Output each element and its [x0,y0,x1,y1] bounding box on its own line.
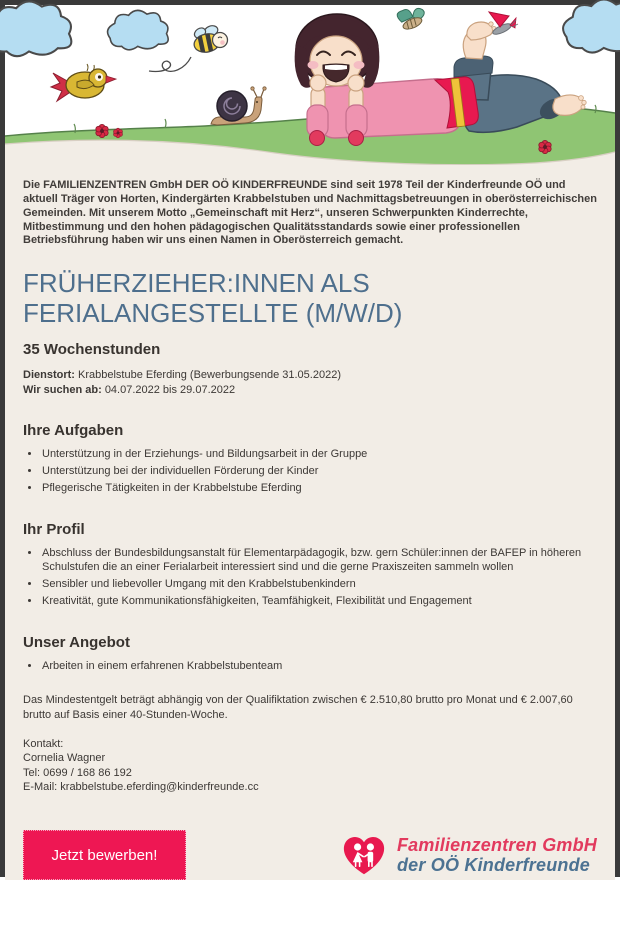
logo-text [397,835,597,875]
company-intro: Die FAMILIENZENTREN GmbH DER OÖ KINDERFREUNDE sind seit 1978 Teil der Kinderfreunde OÖ und aktuell Träger von Horten, Kindergärten Krabbelstuben und Nachmittagsbetreuungen in oberösterreichischen Gemeinden. Mit unserem Motto „Gemeinschaft mit Herz“, unseren Schwerpunkten Kinderrechte, Mitbestimmung und den hohen pädagogischen Qualitätsstandards sowie einer professionellen Betriebsführung haben wir uns einen Namen in Oberösterreich gemacht. [23,179,597,247]
list-item: • Pflegerische Tätigkeiten in der Krabbelstube Eferding [41,481,597,496]
section-title-profil: Ihr Profil [23,520,85,538]
list-item: • Kreativität, gute Kommunikationsfähigkeiten, Teamfähigkeit, Flexibilität und Engagement [41,594,597,609]
contact-phone: Tel: 0699 / 168 86 192 [23,766,132,779]
contact-name: Cornelia Wagner [23,752,106,765]
logo-line2: der OÖ Kinderfreunde [396,855,590,876]
heart-kids-icon [340,832,388,878]
job-title: FRÜHERZIEHER:INNEN ALS FERIALANGESTELLTE (M/W/D) [23,268,403,328]
content-card [5,165,615,880]
job-location-value: Krabbelstube Eferding (Bewerbungsende 31.05.2022) [78,369,341,382]
job-start-label: Wir suchen ab: [23,383,102,396]
job-meta [23,368,597,397]
profil-list [23,546,597,609]
list-item: • Sensibler und liebevoller Umgang mit den Krabbelstubenkindern [41,577,597,592]
contact-email: E-Mail: krabbelstube.eferding@kinderfreunde.cc [23,781,259,794]
section-title-aufgaben: Ihre Aufgaben [23,422,124,440]
list-item: • Unterstützung bei der individuellen Förderung der Kinder [41,464,597,479]
section-title-angebot: Unser Angebot [23,633,130,651]
contact-label: Kontakt: [23,737,64,750]
cta-row [23,830,597,880]
company-logo [340,832,597,878]
header-illustration [5,5,615,165]
footer-spacer [5,880,615,950]
salary-note: Das Mindestentgelt beträgt abhängig von der Qualifiktation zwischen € 2.510,80 brutto pro Monat und € 2.007,60 brutto auf Basis einer 40-Stunden-Woche. [23,693,573,721]
weekly-hours: 35 Wochenstunden [23,341,161,359]
job-start-value: 04.07.2022 bis 29.07.2022 [104,383,236,396]
angebot-list [23,659,597,674]
aufgaben-list [23,447,597,496]
logo-line1: Familienzentren GmbH [396,834,597,855]
list-item: • Arbeiten in einem erfahrenen Krabbelstubenteam [41,659,597,674]
job-location [23,368,597,383]
contact-block [23,737,597,796]
list-item: • Unterstützung in der Erziehungs- und Bildungsarbeit in der Gruppe [41,447,597,462]
job-start [23,383,597,398]
job-location-label: Dienstort: [23,369,75,382]
apply-now-button[interactable]: Jetzt bewerben! [23,830,186,880]
list-item: • Abschluss der Bundesbildungsanstalt für Elementarpädagogik, bzw. gern Schüler:innen der BAFEP in höheren Schulstufen die an einer Ferialarbeit interessiert sind und die gerne Praxiszeiten sammeln wollen [41,546,597,576]
